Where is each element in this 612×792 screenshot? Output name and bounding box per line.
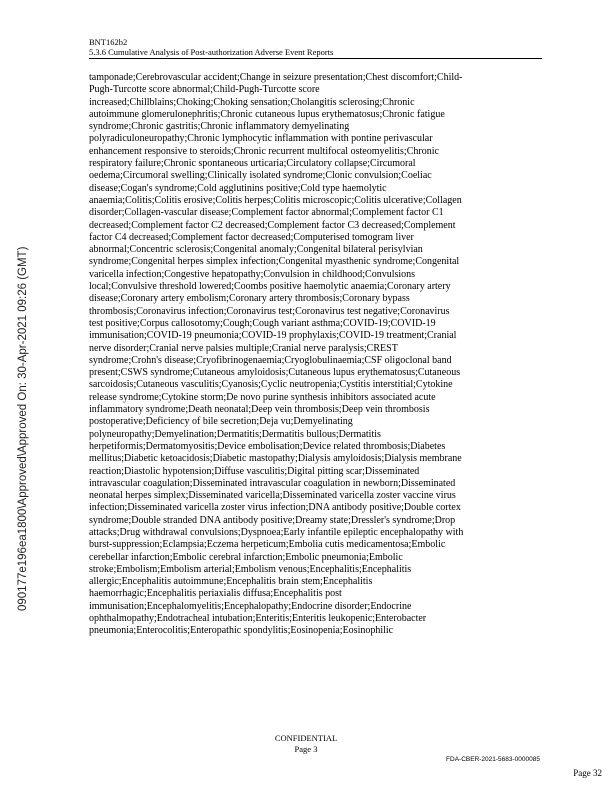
text-line: local;Convulsive threshold lowered;Coombs positive haemolytic anaemia;Coronary artery [89,281,451,293]
text-line: disease;Coronary artery embolism;Coronary artery thrombosis;Coronary bypass [89,293,410,305]
text-line: varicella infection;Congestive hepatopathy;Convulsion in childhood;Convulsions [89,268,416,280]
text-line: release syndrome;Cytokine storm;De novo purine synthesis inhibitors associated acute [89,391,436,403]
page-number: Page 32 [573,768,602,778]
page-label: Page 3 [294,744,318,754]
approval-stamp: 090177e196ea1800\Approved\Approved On: 30-Apr-2021 09:26 (GMT) [17,246,29,611]
page-header [89,37,542,59]
text-line: syndrome;Congenital herpes simplex infection;Congenital myasthenic syndrome;Congenital [89,256,460,268]
text-line: thrombosis;Coronavirus infection;Coronavirus test;Coronavirus test negative;Coronavirus [89,305,450,317]
text-line: ophthalmopathy;Endotracheal intubation;Enteritis;Enteritis leukopenic;Enterobacter [89,613,427,625]
text-line: postoperative;Deficiency of bile secretion;Deja vu;Demyelinating [89,416,353,428]
text-line: infection;Disseminated varicella zoster virus infection;DNA antibody positive;Double cortex [89,502,461,514]
text-line: cerebellar infarction;Embolic cerebral infarction;Embolic pneumonia;Embolic [89,551,403,563]
adverse-event-terms-text [89,72,541,708]
text-line: herpetiformis;Dermatomyositis;Device embolisation;Device related thrombosis;Diabetes [89,440,446,452]
text-line: nerve disorder;Cranial nerve palsies multiple;Cranial nerve paralysis;CREST [89,342,398,354]
confidential-label: CONFIDENTIAL [274,733,338,743]
text-line: haemorrhagic;Encephalitis periaxialis diffusa;Encephalitis post [89,588,342,600]
text-line: intravascular coagulation;Disseminated intravascular coagulation in newborn;Disseminated [89,477,456,489]
text-line: autoimmune glomerulonephritis;Chronic cutaneous lupus erythematosus;Chronic fatigue [89,108,445,120]
text-line: present;CSWS syndrome;Cutaneous amyloidosis;Cutaneous lupus erythematosus;Cutaneous [89,367,461,379]
text-line: enhancement responsive to steroids;Chronic recurrent multifocal osteomyelitis;Chronic [89,145,439,157]
text-line: anaemia;Colitis;Colitis erosive;Colitis herpes;Colitis microscopic;Colitis ulcerative;Collagen [89,194,462,206]
text-line: factor C4 decreased;Complement factor decreased;Computerised tomogram liver [89,231,414,243]
text-line: syndrome;Chronic gastritis;Chronic inflammatory demyelinating [89,121,350,133]
text-line: Pugh-Turcotte score abnormal;Child-Pugh-Turcotte score [89,84,320,96]
text-line: pneumonia;Enterocolitis;Enteropathic spondylitis;Eosinopenia;Eosinophilic [89,625,394,637]
text-line: syndrome;Crohn's disease;Cryofibrinogenaemia;Cryoglobulinaemia;CSF oligoclonal band [89,354,452,366]
text-line: burst-suppression;Eclampsia;Eczema herpeticum;Embolia cutis medicamentosa;Embolic [89,539,446,551]
text-line: abnormal;Concentric sclerosis;Congenital anomaly;Congenital bilateral perisylvian [89,244,423,256]
text-line: polyneuropathy;Demyelination;Dermatitis;Dermatitis bullous;Dermatitis [89,428,381,440]
text-line: decreased;Complement factor C2 decreased;Complement factor C3 decreased;Complement [89,219,456,231]
text-line: reaction;Diastolic hypotension;Diffuse vasculitis;Digital pitting scar;Disseminated [89,465,420,477]
text-line: neonatal herpes simplex;Disseminated varicella;Disseminated varicella zoster vaccine virus [89,490,456,502]
text-line: syndrome;Double stranded DNA antibody positive;Dreamy state;Dressler's syndrome;Drop [89,514,456,526]
text-line: disorder;Collagen-vascular disease;Complement factor abnormal;Complement factor C1 [89,207,444,219]
text-line: immunisation;Encephalomyelitis;Encephalopathy;Endocrine disorder;Endocrine [89,600,412,612]
text-line: inflammatory syndrome;Death neonatal;Deep vein thrombosis;Deep vein thrombosis [89,404,430,416]
text-line: disease;Cogan's syndrome;Cold agglutinins positive;Cold type haemolytic [89,182,387,194]
section-title: 5.3.6 Cumulative Analysis of Post-authorization Adverse Event Reports [89,47,542,59]
text-line: immunisation;COVID-19 pneumonia;COVID-19 prophylaxis;COVID-19 treatment;Cranial [89,330,457,342]
text-line: test positive;Corpus callosotomy;Cough;Cough variant asthma;COVID-19;COVID-19 [89,317,436,329]
text-line: mellitus;Diabetic ketoacidosis;Diabetic mastopathy;Dialysis amyloidosis;Dialysis membrane [89,453,462,465]
text-line: polyradiculoneuropathy;Chronic lymphocytic inflammation with pontine perivascular [89,133,433,145]
text-line: respiratory failure;Chronic spontaneous urticaria;Circulatory collapse;Circumoral [89,158,416,170]
text-line: increased;Chillblains;Choking;Choking sensation;Cholangitis sclerosing;Chronic [89,96,415,108]
text-line: sarcoidosis;Cutaneous vasculitis;Cyanosis;Cyclic neutropenia;Cystitis interstitial;Cytokine [89,379,453,391]
document-id: BNT162b2 [89,37,128,47]
text-line: oedema;Circumoral swelling;Clinically isolated syndrome;Clonic convulsion;Coeliac [89,170,432,182]
text-line: tamponade;Cerebrovascular accident;Change in seizure presentation;Chest discomfort;Child- [89,72,463,83]
bates-number: FDA-CBER-2021-5683-0000085 [446,756,540,763]
text-line: attacks;Drug withdrawal convulsions;Dyspnoea;Early infantile epileptic encephalopathy with [89,526,464,538]
text-line: allergic;Encephalitis autoimmune;Encephalitis brain stem;Encephalitis [89,576,373,588]
text-line: stroke;Embolism;Embolism arterial;Embolism venous;Encephalitis;Encephalitis [89,563,412,575]
